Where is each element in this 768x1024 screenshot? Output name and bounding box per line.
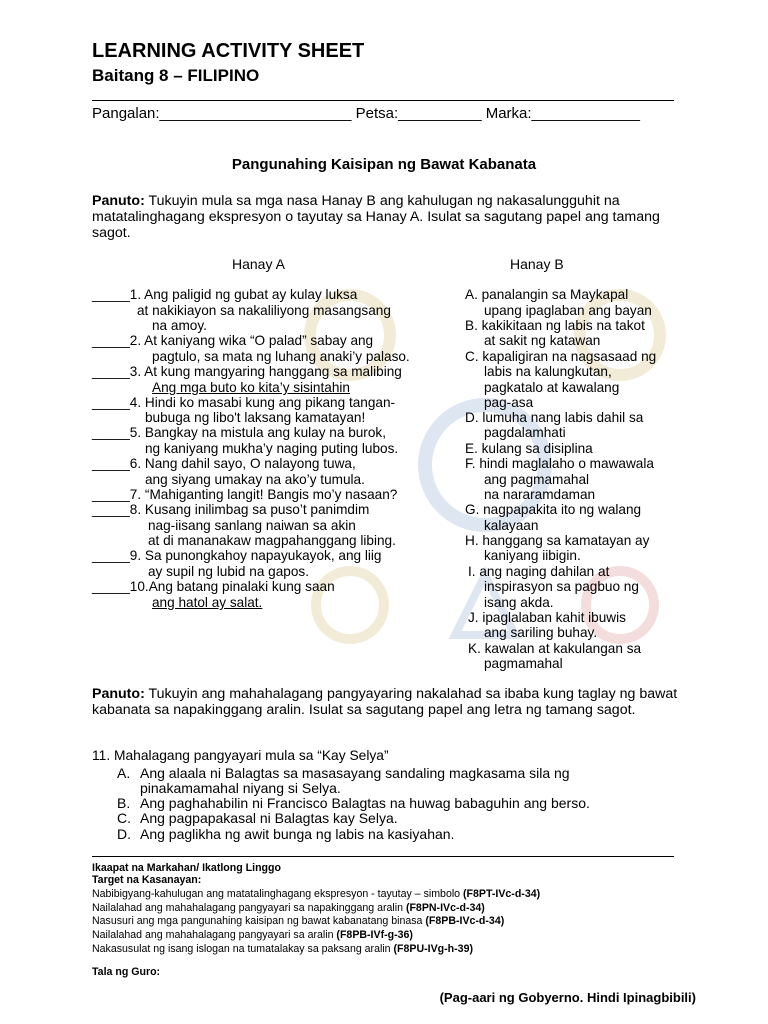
- column-a-header: Hanay A: [232, 256, 285, 272]
- item-4-line: _____4. Hindi ko masabi kung ang pikang tangan-: [92, 395, 396, 410]
- q11-choice-a-cont: pinakamamahal niyang si Selya.: [140, 780, 341, 796]
- q11-choice-c-text: Ang pagpapakasal ni Balagtas kay Selya.: [140, 810, 398, 826]
- item-2-cont: pagtulo, sa mata ng luhang anaki’y palaso.: [152, 349, 410, 364]
- item-10-cont: ang hatol ay salat.: [152, 595, 263, 610]
- choice-k-cont: pagmamahal: [484, 656, 563, 671]
- directions-label: Panuto:: [92, 686, 145, 702]
- item-9-cont: ay supil ng lubid na gapos.: [148, 564, 309, 579]
- choice-a: A. panalangin sa Maykapal: [465, 287, 629, 302]
- competency-5: Nakasusulat ng isang islogan na tumatalakay sa paksang aralin (F8PU-IVg-h-39): [92, 943, 473, 955]
- q11-choice-b-letter: B.: [117, 795, 131, 811]
- directions-label: Panuto:: [92, 193, 145, 209]
- choice-d-cont: pagdalamhati: [484, 425, 566, 440]
- teacher-note-label: Tala ng Guro:: [92, 966, 161, 978]
- item-10-line: _____10.Ang batang pinalaki kung saan: [92, 579, 335, 594]
- competency-1: Nabibigyang-kahulugan ang matatalinghagang ekspresyon - tayutay – simbolo (F8PT-IVc-d-34): [92, 888, 541, 900]
- sheet-title: LEARNING ACTIVITY SHEET: [92, 40, 365, 62]
- choice-a-cont: upang ipaglaban ang bayan: [484, 303, 652, 318]
- question-11-stem: 11. Mahalagang pangyayari mula sa “Kay Selya”: [92, 748, 389, 763]
- item-2-line: _____2. At kaniyang wika “O palad” sabay ang: [92, 333, 374, 348]
- choice-c: C. kapaligiran na nagsasaad ng: [465, 349, 657, 364]
- directions-text: Tukuyin mula sa mga nasa Hanay B ang kahulugan ng nakasalungguhit na matatalinghagang ekspresyon o tayutay sa Hanay A. Isulat sa sagutang papel ang tamang sagot.: [92, 193, 660, 241]
- item-8-cont: at di mananakaw magpahanggang libing.: [148, 533, 396, 548]
- choice-k: K. kawalan at kakulangan sa: [468, 641, 642, 656]
- q11-choice-d-text: Ang paglikha ng awit bunga ng labis na kasiyahan.: [140, 826, 455, 842]
- q11-choice-c-letter: C.: [117, 810, 131, 826]
- competency-4: Nailalahad ang mahahalagang pangyayari sa aralin (F8PB-IVf-g-36): [92, 929, 413, 941]
- item-8-cont: nag-iisang sanlang naiwan sa akin: [148, 518, 356, 533]
- student-info-fields: Pangalan:_______________________ Petsa:__________ Marka:_____________: [92, 105, 641, 122]
- lesson-heading: Pangunahing Kaisipan ng Bawat Kabanata: [231, 156, 537, 173]
- choice-g-cont: kalayaan: [484, 518, 539, 533]
- competency-code: (F8PB-IVf-g-36): [336, 929, 413, 941]
- item-1-cont: na amoy.: [152, 318, 207, 333]
- q11-choice-a-letter: A.: [117, 765, 131, 781]
- bottom-rule: [92, 856, 674, 857]
- item-3-line: _____3. At kung mangyaring hanggang sa malibing: [92, 364, 402, 379]
- directions-1: [92, 193, 682, 241]
- item-1-line: _____1. Ang paligid ng gubat ay kulay luksa: [92, 287, 358, 302]
- column-b-header: Hanay B: [510, 256, 564, 272]
- competency-3: Nasusuri ang mga pangunahing kaisipan ng bawat kabanatang binasa (F8PB-IVc-d-34): [92, 915, 505, 927]
- item-3-cont: Ang mga buto ko kita’y sisintahin: [152, 380, 350, 395]
- q11-choice-a-text: Ang alaala ni Balagtas sa masasayang sandaling magkasama sila ng: [140, 765, 570, 781]
- item-6-cont: ang siyang umakay na ako’y tumula.: [145, 472, 365, 487]
- q11-choice-b-text: Ang paghahabilin ni Francisco Balagtas na huwag babaguhin ang berso.: [140, 795, 590, 811]
- choice-h: H. hanggang sa kamatayan ay: [465, 533, 650, 548]
- competency-code: (F8PT-IVc-d-34): [463, 888, 541, 900]
- choice-b-cont: at sakit ng katawan: [484, 333, 601, 348]
- item-5-cont: ng kaniyang mukha’y naging puting lubos.: [145, 441, 399, 456]
- top-rule: [92, 100, 674, 101]
- q11-choice-d-letter: D.: [117, 826, 131, 842]
- choice-f-cont: ang pagmamahal: [484, 472, 590, 487]
- competency-2: Nailalahad ang mahahalagang pangyayari sa napakinggang aralin (F8PN-IVc-d-34): [92, 902, 485, 914]
- item-4-cont: bubuga ng libo't laksang kamatayan!: [145, 410, 366, 425]
- choice-f-cont: na nararamdaman: [484, 487, 596, 502]
- choice-h-cont: kaniyang iibigin.: [484, 548, 581, 563]
- choice-i-cont: inspirasyon sa pagbuo ng: [484, 579, 639, 594]
- choice-i: I. ang naging dahilan at: [468, 564, 610, 579]
- target-label: Target na Kasanayan:: [92, 874, 202, 886]
- item-5-line: _____5. Bangkay na mistula ang kulay na burok,: [92, 425, 386, 440]
- choice-b: B. kakikitaan ng labis na takot: [465, 318, 645, 333]
- choice-c-cont: pag-asa: [484, 395, 534, 410]
- choice-e: E. kulang sa disiplina: [465, 441, 593, 456]
- directions-2: [92, 686, 682, 718]
- item-7-line: _____7. “Mahiganting langit! Bangis mo’y nasaan?: [92, 487, 398, 502]
- quarter-week: Ikaapat na Markahan/ Ikatlong Linggo: [92, 862, 281, 874]
- choice-d: D. lumuha nang labis dahil sa: [465, 410, 644, 425]
- choice-j-cont: ang sariling buhay.: [484, 625, 598, 640]
- choice-c-cont: labis na kalungkutan,: [484, 364, 612, 379]
- choice-g: G. nagpapakita ito ng walang: [465, 502, 642, 517]
- item-9-line: _____9. Sa punongkahoy napayukayok, ang liig: [92, 548, 382, 563]
- choice-c-cont: pagkatalo at kawalang: [484, 380, 620, 395]
- choice-i-cont: isang akda.: [484, 595, 554, 610]
- ownership-notice: (Pag-aari ng Gobyerno. Hindi Ipinagbibili): [439, 990, 696, 1005]
- grade-subject: Baitang 8 – FILIPINO: [92, 66, 260, 85]
- item-1-cont: at nakikiayon sa nakaliliyong masangsang: [137, 303, 391, 318]
- item-8-line: _____8. Kusang inilimbag sa puso’t panimdim: [92, 502, 370, 517]
- competency-code: (F8PU-IVg-h-39): [393, 943, 473, 955]
- item-6-line: _____6. Nang dahil sayo, O nalayong tuwa,: [92, 456, 356, 471]
- directions-text: Tukuyin ang mahahalagang pangyayaring nakalahad sa ibaba kung taglay ng bawat kabanata sa napakinggang aralin. Isulat sa sagutang papel ang letra ng tamang sagot.: [92, 686, 678, 718]
- choice-j: J. ipaglalaban kahit ibuwis: [468, 610, 626, 625]
- competency-code: (F8PN-IVc-d-34): [405, 902, 485, 914]
- competency-code: (F8PB-IVc-d-34): [425, 915, 505, 927]
- choice-f: F. hindi maglalaho o mawawala: [465, 456, 654, 471]
